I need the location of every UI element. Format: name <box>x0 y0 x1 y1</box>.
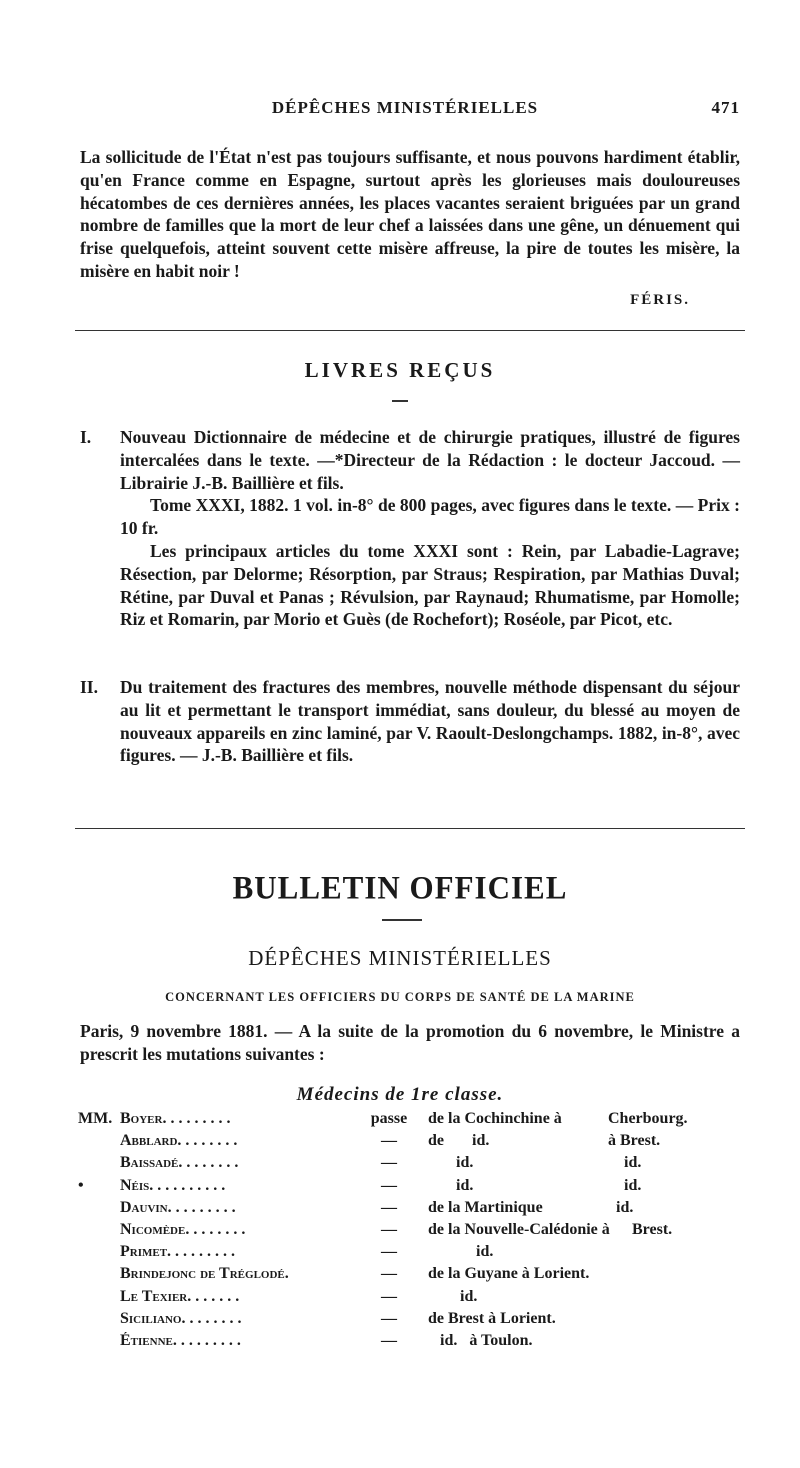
mutation-destination: id. <box>608 1154 642 1172</box>
page-number: 471 <box>711 98 740 117</box>
mutation-destination: à Brest. <box>608 1132 661 1150</box>
mutation-verb: — <box>381 1331 397 1349</box>
officer-name: Dauvin. . . . . . . . . <box>120 1198 236 1216</box>
mutation-verb: — <box>381 1176 397 1194</box>
mutation-row <box>78 1110 758 1132</box>
section-divider <box>75 330 745 331</box>
mutation-row <box>78 1154 758 1176</box>
officer-name: Nicomède. . . . . . . . <box>120 1220 246 1238</box>
section-divider <box>75 828 745 829</box>
mutation-verb: — <box>381 1220 397 1238</box>
mutation-prefix: • <box>78 1176 84 1194</box>
signature: FÉRIS. <box>630 292 690 308</box>
entry-paragraph: Les principaux articles du tome XXXI sont : Rein, par Labadie-Lagrave; Résection, par Delorme; Résorption, par Straus; Respiration, par Mathias Duval; Rétine, par Duval et Panas ; Révulsion, par Raynaud; Rhumatisme, par Homolle; Riz et Romarin, par Morio et Guès (de Rochefort); Roséole, par Picot, etc. <box>120 540 740 630</box>
mutation-row <box>78 1288 758 1310</box>
heading-dash <box>382 919 422 921</box>
mutation-destination: Brest. <box>608 1220 673 1238</box>
mutation-origin: id. <box>428 1154 474 1172</box>
officer-name: Baissadé. . . . . . . . <box>120 1154 239 1172</box>
bulletin-title: BULLETIN OFFICIEL <box>232 869 568 906</box>
officer-name: Néis. . . . . . . . . . <box>120 1176 226 1194</box>
mutation-origin: id. à Toulon. <box>428 1331 533 1349</box>
mutation-verb: — <box>381 1287 397 1305</box>
mutation-row <box>78 1265 758 1287</box>
officer-name: Brindejonc de Tréglodé. <box>120 1265 289 1283</box>
mutation-verb: — <box>381 1198 397 1216</box>
mutation-origin: id. <box>428 1176 474 1194</box>
mutation-row <box>78 1310 758 1332</box>
mutation-row <box>78 1243 758 1265</box>
mutation-origin: de Brest à Lorient. <box>428 1309 556 1327</box>
paris-paragraph: Paris, 9 novembre 1881. — A la suite de la promotion du 6 novembre, le Ministre a prescrit les mutations suivantes : <box>80 1021 740 1064</box>
entry-paragraph: Tome XXXI, 1882. 1 vol. in-8° de 800 pages, avec figures dans le texte. — Prix : 10 fr. <box>120 495 740 539</box>
officer-name: Siciliano. . . . . . . . <box>120 1309 242 1327</box>
mutation-origin: de la Guyane à Lorient. <box>428 1265 590 1283</box>
entry-paragraph: Du traitement des fractures des membres, nouvelle méthode dispensant du séjour au lit et permettant le transport immédiat, sans douleur, du blessé au moyen de nouveaux appareils en zinc laminé, par V. Raoult-Deslongchamps. 1882, in-8°, avec figures. — J.-B. Baillière et fils. <box>120 677 740 766</box>
entry-paragraph: Nouveau Dictionnaire de médecine et de chirurgie pratiques, illustré de figures intercalées dans le texte. —*Directeur de la Rédaction : le docteur Jaccoud. — Librairie J.-B. Baillière et fils. <box>120 427 740 493</box>
mutation-verb: passe <box>370 1110 408 1127</box>
mutation-origin: id. <box>428 1243 494 1261</box>
heading-dash <box>392 400 408 402</box>
mutation-origin: id. <box>428 1287 478 1305</box>
mutation-row <box>78 1199 758 1221</box>
mutation-verb: — <box>381 1132 397 1150</box>
mutation-verb: — <box>381 1154 397 1172</box>
livres-recus-heading: LIVRES REÇUS <box>304 358 496 382</box>
officer-name: Le Texier. . . . . . . <box>120 1287 240 1305</box>
officer-name: Abblard. . . . . . . . <box>120 1132 238 1150</box>
running-head-title: DÉPÊCHES MINISTÉRIELLES <box>271 98 539 117</box>
class-heading: Médecins de 1re classe. <box>296 1084 504 1105</box>
mutations-list <box>78 1110 758 1354</box>
mutation-origin: de id. <box>428 1132 490 1150</box>
mutation-row <box>78 1177 758 1199</box>
officer-name: Boyer. . . . . . . . . <box>120 1110 231 1127</box>
entry-number: II. <box>80 677 98 697</box>
mutation-origin: de la Martinique <box>428 1198 543 1216</box>
mutation-origin: de la Cochinchine à <box>428 1110 562 1127</box>
mutation-row <box>78 1332 758 1354</box>
officer-name: Primet. . . . . . . . . <box>120 1243 236 1261</box>
mutation-verb: — <box>381 1265 397 1283</box>
officer-name: Étienne. . . . . . . . . <box>120 1331 241 1349</box>
mutation-destination: Cherbourg. <box>608 1110 688 1127</box>
book-entry <box>80 426 740 631</box>
mutation-prefix: MM. <box>78 1110 113 1127</box>
bulletin-concernant: CONCERNANT LES OFFICIERS DU CORPS DE SANTÉ DE LA MARINE <box>165 990 635 1004</box>
intro-paragraph: La sollicitude de l'État n'est pas toujours suffisante, et nous pouvons hardiment établir, qu'en France comme en Espagne, surtout après les glorieuses mais douloureuses hécatombes de ces dernières années, les places vacantes seraient briguées par un grand nombre de familles que la mort de leur chef a laissées dans une gêne, un dénuement qui frise quelquefois, atteint souvent cette misère affreuse, la pire de toutes les misère, la misère en habit noir ! <box>80 147 740 281</box>
mutation-verb: — <box>381 1243 397 1261</box>
running-head <box>70 98 740 122</box>
bulletin-subtitle: DÉPÊCHES MINISTÉRIELLES <box>248 946 552 970</box>
mutation-row <box>78 1132 758 1154</box>
mutation-verb: — <box>381 1309 397 1327</box>
entry-number: I. <box>80 427 92 447</box>
mutation-destination: id. <box>608 1198 634 1216</box>
mutation-destination: id. <box>608 1176 642 1194</box>
mutation-row <box>78 1221 758 1243</box>
mutation-origin: de la Nouvelle-Calédonie à <box>428 1220 610 1238</box>
book-entry <box>80 676 740 767</box>
